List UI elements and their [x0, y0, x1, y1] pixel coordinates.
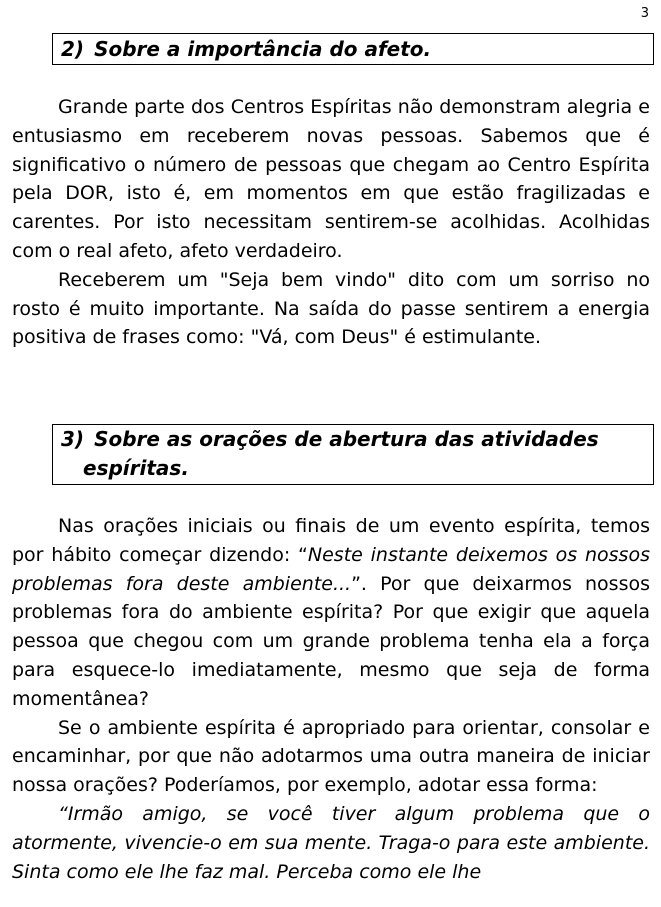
section-3-paragraph-2: Se o ambiente espírita é apropriado para orientar, consolar e encaminhar, por que não adotarmos uma outra maneira de iniciar nossa orações? Poderíamos, por exemplo, adotar essa forma: — [12, 716, 650, 797]
paragraph-1-lead: Nas orações iniciais ou finais de um evento espírita, temos por hábito começar dizendo: “ — [12, 515, 650, 566]
section-3-number: 3) — [61, 427, 85, 451]
page-number: 3 — [640, 6, 649, 21]
section-3-title-text-1: Sobre as orações de abertura das atividades — [94, 427, 599, 451]
section-3-heading — [52, 424, 654, 485]
section-3-paragraph-1 — [12, 512, 650, 714]
section-2-heading — [52, 33, 654, 65]
section-2-paragraph-2: Receberem um "Seja bem vindo" dito com um sorriso no rosto é muito importante. Na saída do passe sentirem a energia positiva de frases como: "Vá, com Deus" é estimulante. — [12, 268, 650, 349]
paragraph-1-rest: ”. Por que deixarmos nossos problemas fora do ambiente espírita? Por que exigir que aquela pessoa que chegou com um grande problema tenha ela a força para esquece-lo imediatamente, mesmo que seja de forma momentânea? — [12, 572, 650, 710]
section-2-number: 2) — [61, 37, 85, 61]
section-3-paragraph-3-quote: “Irmão amigo, se você tiver algum problema que o atormente, vivencie-o em sua mente. Traga-o para este ambiente. Sinta como ele lhe faz mal. Perceba como ele lhe — [12, 802, 650, 883]
section-3-title-line-1 — [61, 425, 647, 454]
section-2-body — [12, 93, 650, 352]
section-3-body — [12, 512, 650, 886]
paragraph-1-quote: Neste instante deixemos os nossos problemas fora deste ambiente... — [12, 543, 650, 595]
section-3-title-line-2: espíritas. — [83, 456, 189, 480]
section-2-title: Sobre a importância do afeto. — [94, 37, 432, 61]
section-2-paragraph-1: Grande parte dos Centros Espíritas não demonstram alegria e entusiasmo em receberem novas pessoas. Sabemos que é significativo o número de pessoas que chegam ao Centro Espírita pela DOR, isto é, em momentos em que estão fragilizadas e carentes. Por isto necessitam sentirem-se acolhidas. Acolhidas com o real afeto, afeto verdadeiro. — [12, 96, 650, 262]
